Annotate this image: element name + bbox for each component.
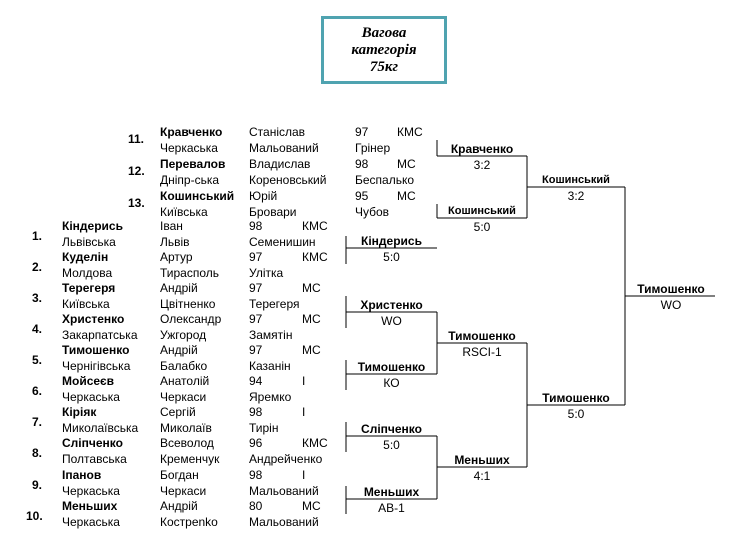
- athlete-name: Анатолій: [160, 374, 210, 388]
- athlete-name: Іван: [160, 219, 183, 233]
- athlete-year: 97: [249, 281, 263, 295]
- athlete-region: Львівська: [62, 235, 116, 249]
- athlete-name: Артур: [160, 250, 193, 264]
- athlete-city: Черкаси: [160, 484, 207, 498]
- athlete-city: Балабко: [160, 359, 208, 373]
- seed-coach: Грінер: [355, 141, 391, 155]
- athlete-region: Черкаська: [62, 390, 120, 404]
- title-line-3: 75кг: [369, 58, 399, 75]
- seed-surname: Кошинський: [160, 189, 235, 203]
- athlete-city: Кременчук: [160, 452, 220, 466]
- athlete-city: Кострenko: [160, 515, 218, 529]
- final-winner: Тимошенко: [637, 282, 705, 296]
- title-line-2: категорія: [351, 41, 417, 58]
- seed-region: Київська: [160, 205, 208, 219]
- athlete-number: 3.: [32, 291, 43, 305]
- quarter-winner: Тимошенко: [448, 329, 516, 343]
- seed-coach: Беспалько: [355, 173, 415, 187]
- athlete-rank: КМС: [302, 250, 328, 264]
- seed-name: Владислав: [249, 157, 311, 171]
- athlete-surname: Христенко: [62, 312, 125, 326]
- seed-name: Юрій: [249, 189, 278, 203]
- athlete-number: 4.: [32, 322, 43, 336]
- athlete-surname: Іпанов: [62, 468, 102, 482]
- quarter-score: 4:1: [473, 469, 491, 483]
- athlete-region: Молдова: [62, 266, 113, 280]
- seed-surname: Перевалов: [160, 157, 226, 171]
- seed-number: 12.: [128, 164, 145, 178]
- athlete-number: 10.: [26, 509, 43, 523]
- round1-score: КО: [383, 376, 400, 390]
- seed-region: Черкаська: [160, 141, 218, 155]
- athlete-region: Київська: [62, 297, 110, 311]
- round1-score: WO: [381, 314, 402, 328]
- athlete-rank: КМС: [302, 219, 328, 233]
- athlete-region: Черкаська: [62, 484, 120, 498]
- athlete-coach: Андрейченко: [249, 452, 323, 466]
- quarter-winner: Меньших: [454, 453, 510, 467]
- athlete-number: 9.: [32, 478, 43, 492]
- athlete-rank: І: [302, 468, 306, 482]
- seed-rank: МС: [397, 157, 416, 171]
- seed-rank: КМС: [397, 125, 423, 139]
- athlete-city: Львів: [160, 235, 190, 249]
- round1-winner: Кіндерись: [361, 234, 422, 248]
- round1-winner: Христенко: [360, 298, 423, 312]
- athlete-number: 1.: [32, 229, 43, 243]
- round1-winner: Меньших: [363, 485, 420, 499]
- athlete-surname: Меньших: [62, 499, 118, 513]
- athlete-rank: МС: [302, 312, 321, 326]
- round1-score: 5:0: [383, 250, 400, 264]
- athlete-rank: МС: [302, 281, 321, 295]
- athlete-year: 98: [249, 468, 263, 482]
- athlete-name: Андрій: [160, 281, 198, 295]
- athlete-coach: Казанін: [249, 359, 291, 373]
- athlete-name: Сергій: [160, 405, 196, 419]
- quarter-score: RSCI-1: [462, 345, 502, 359]
- athlete-coach: Яремко: [249, 390, 292, 404]
- athlete-coach: Улітка: [249, 266, 284, 280]
- athlete-region: Миколаївська: [62, 421, 139, 435]
- athlete-year: 97: [249, 312, 263, 326]
- athlete-name: Олександр: [160, 312, 222, 326]
- round1-score: АВ-1: [378, 501, 405, 515]
- round1-winner: Сліпченко: [361, 422, 422, 436]
- athlete-year: 97: [249, 343, 263, 357]
- semi-winner: Тимошенко: [542, 391, 610, 405]
- semi-score: 3:2: [567, 189, 585, 203]
- athlete-region: Закарпатська: [62, 328, 138, 342]
- athlete-coach: Тирін: [249, 421, 279, 435]
- athlete-number: 5.: [32, 353, 43, 367]
- seed-year: 98: [355, 157, 369, 171]
- seed-rank: МС: [397, 189, 416, 203]
- athlete-surname: Кіріяк: [62, 405, 97, 419]
- final-score: WO: [660, 298, 682, 312]
- seed-name: Станіслав: [249, 125, 306, 139]
- athlete-rank: МС: [302, 343, 321, 357]
- athlete-coach: Замятін: [249, 328, 293, 342]
- athlete-coach: Терегеря: [249, 297, 300, 311]
- athlete-rank: МС: [302, 499, 321, 513]
- athlete-year: 97: [249, 250, 263, 264]
- round1-score: 5:0: [383, 438, 400, 452]
- athlete-region: Черкаська: [62, 515, 120, 529]
- seed-round-winner: Кравченко: [450, 142, 514, 156]
- athlete-region: Чернігівська: [62, 359, 131, 373]
- athlete-surname: Кіндерись: [62, 219, 123, 233]
- athlete-city: Цвітненко: [160, 297, 216, 311]
- seed-round-winner: Кошинський: [448, 205, 516, 217]
- semi-score: 5:0: [567, 407, 585, 421]
- athlete-rank: КМС: [302, 436, 328, 450]
- athlete-year: 80: [249, 499, 263, 513]
- seed-region: Дніпр-ська: [160, 173, 220, 187]
- athlete-surname: Тимошенко: [62, 343, 130, 357]
- seed-number: 13.: [128, 196, 145, 210]
- athlete-year: 96: [249, 436, 263, 450]
- athlete-name: Всеволод: [160, 436, 214, 450]
- seed-year: 97: [355, 125, 369, 139]
- seed-city: Мальований: [249, 141, 319, 155]
- athlete-year: 94: [249, 374, 263, 388]
- athlete-year: 98: [249, 219, 263, 233]
- athlete-city: Ужгород: [160, 328, 207, 342]
- athlete-surname: Куделін: [62, 250, 109, 264]
- athlete-surname: Сліпченко: [62, 436, 123, 450]
- athlete-surname: Мойсеєв: [62, 374, 115, 388]
- seed-city: Бровари: [249, 205, 297, 219]
- athlete-surname: Терегеря: [62, 281, 116, 295]
- athlete-rank: І: [302, 405, 306, 419]
- athlete-year: 98: [249, 405, 263, 419]
- athlete-city: Тирасполь: [160, 266, 220, 280]
- seed-city: Кореновський: [249, 173, 327, 187]
- athlete-number: 6.: [32, 384, 43, 398]
- athlete-city: Черкаси: [160, 390, 207, 404]
- athlete-number: 2.: [32, 260, 43, 274]
- athlete-city: Миколаїв: [160, 421, 212, 435]
- athlete-number: 8.: [32, 446, 43, 460]
- seed-round-score: 3:2: [473, 158, 491, 172]
- seed-surname: Кравченко: [160, 125, 223, 139]
- athlete-region: Полтавська: [62, 452, 127, 466]
- title-line-1: Вагова: [361, 24, 407, 41]
- semi-winner: Кошинський: [542, 174, 610, 186]
- athlete-rank: І: [302, 374, 306, 388]
- athlete-name: Андрій: [160, 499, 198, 513]
- athlete-name: Богдан: [160, 468, 199, 482]
- athlete-coach: Мальований: [249, 515, 319, 529]
- seed-coach: Чубов: [355, 205, 390, 219]
- seed-round-score: 5:0: [473, 220, 491, 234]
- seed-number: 11.: [128, 132, 145, 146]
- athlete-number: 7.: [32, 415, 43, 429]
- seed-year: 95: [355, 189, 369, 203]
- round1-winner: Тимошенко: [357, 360, 426, 374]
- athlete-coach: Семенишин: [249, 235, 316, 249]
- athlete-coach: Мальований: [249, 484, 319, 498]
- athlete-name: Андрій: [160, 343, 198, 357]
